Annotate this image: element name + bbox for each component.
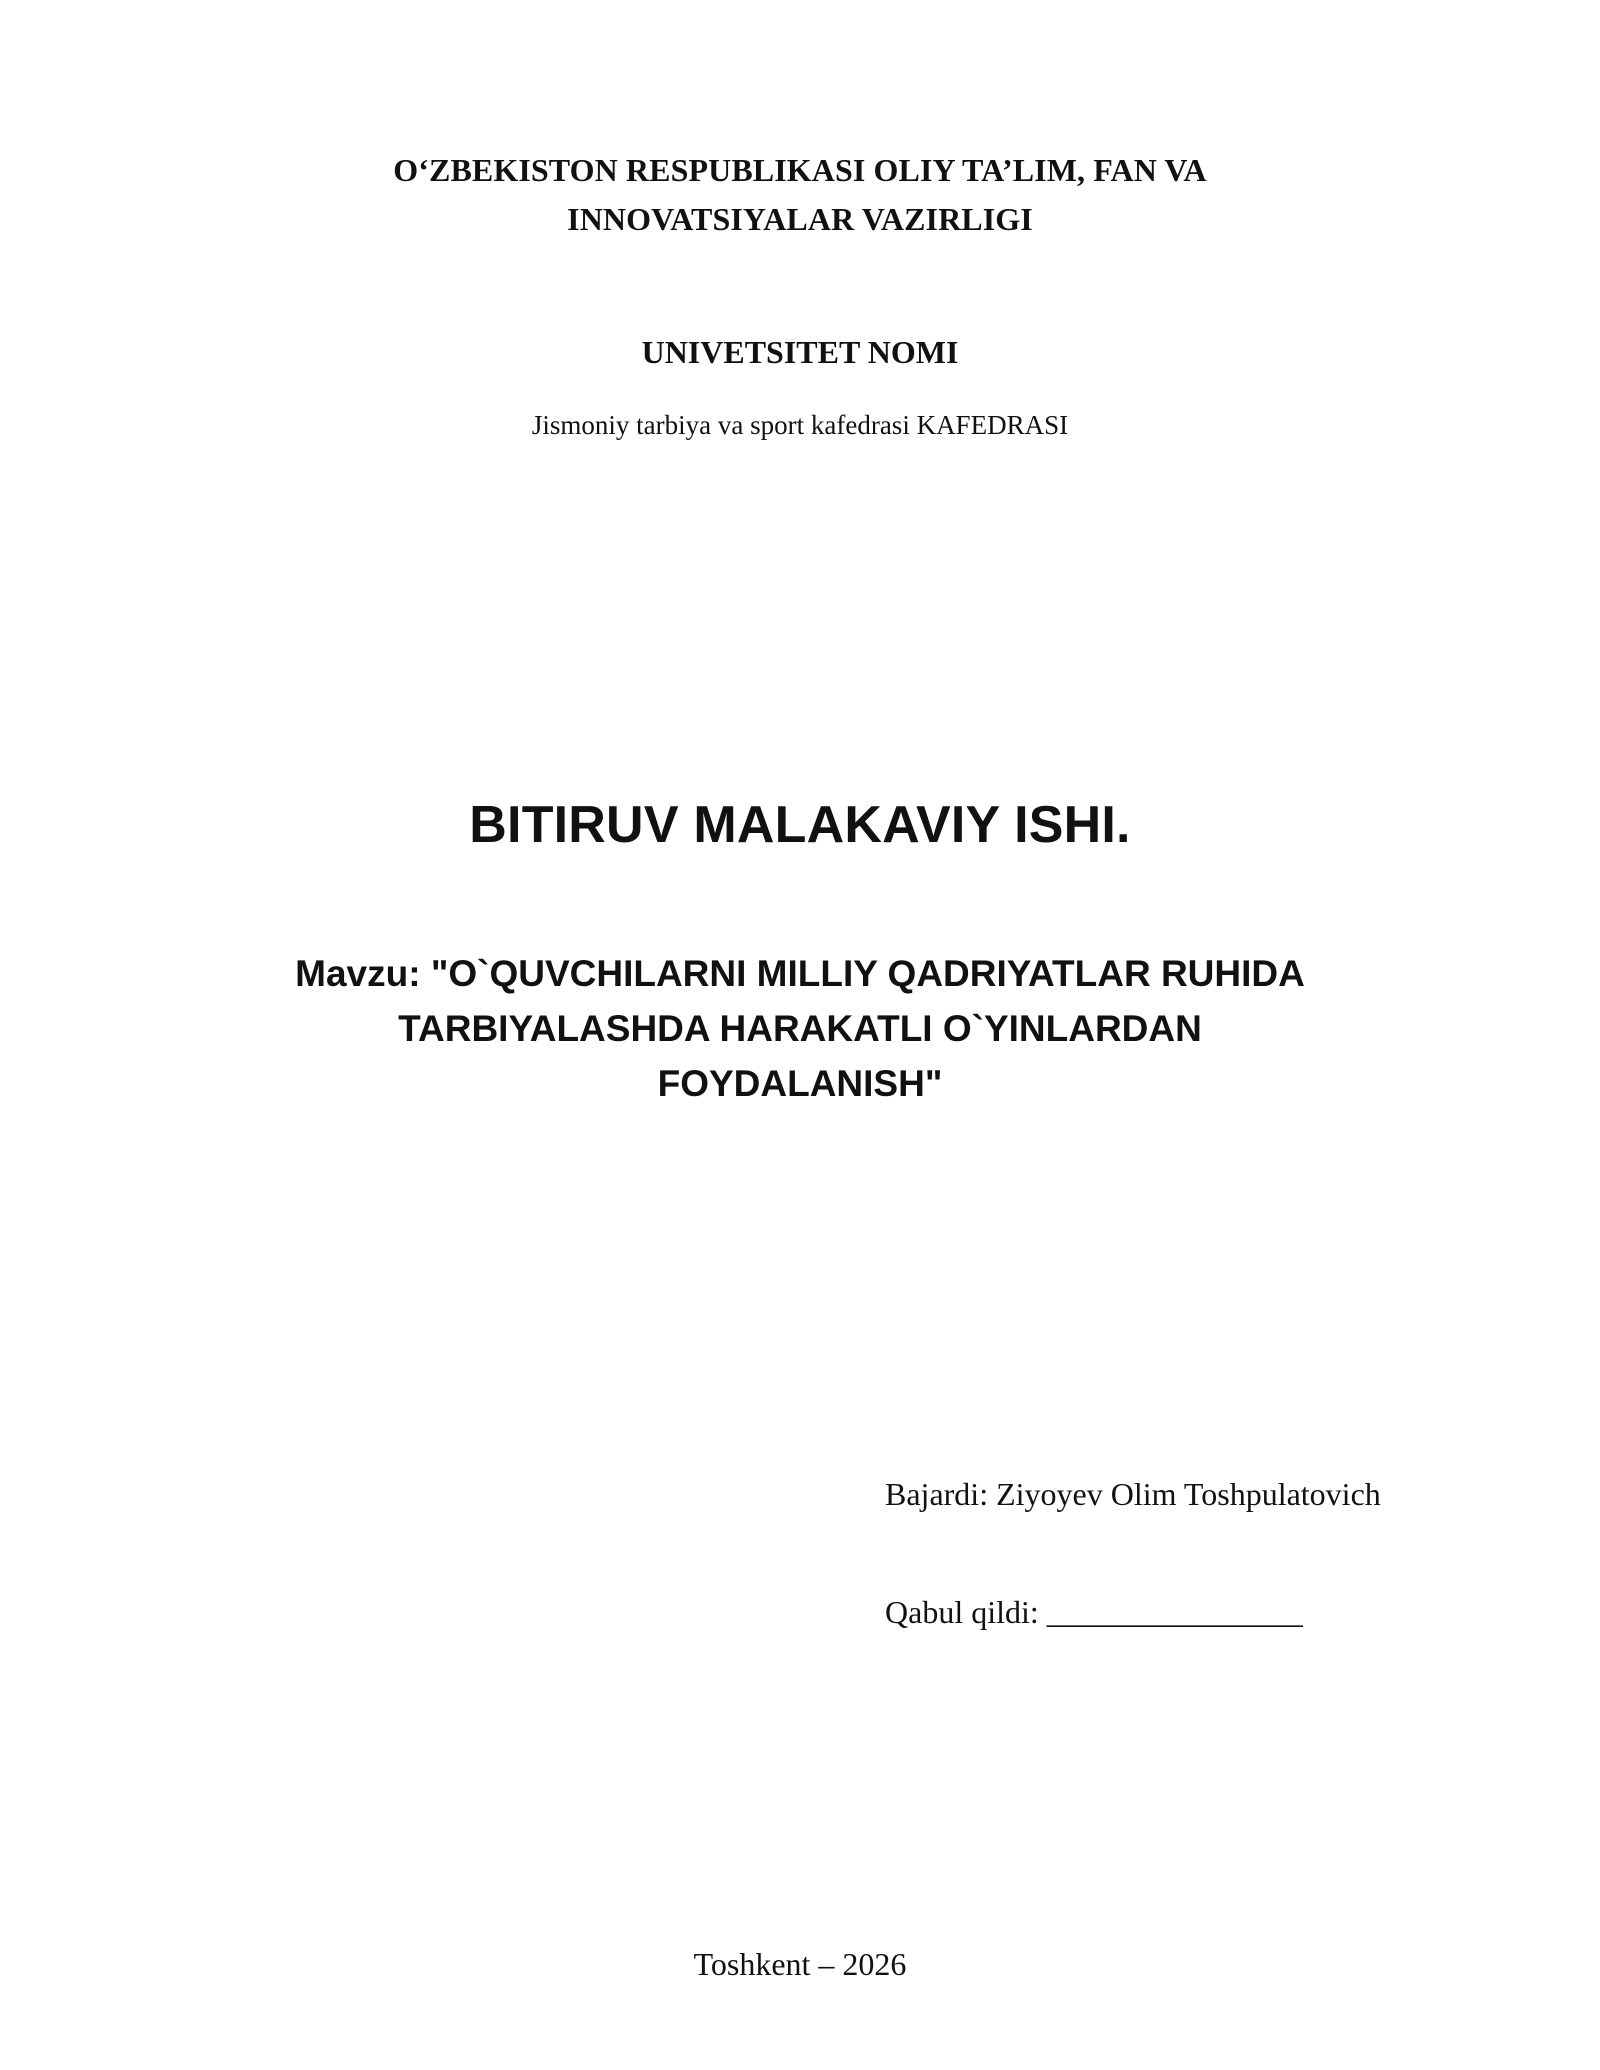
topic-line-3: FOYDALANISH" — [657, 1063, 943, 1104]
accepted-by-line: Qabul qildi: ________________ — [885, 1594, 1303, 1630]
department-name: Jismoniy tarbiya va sport kafedrasi KAFEDRASI — [531, 410, 1069, 440]
topic-line-2: TARBIYALASHDA HARAKATLI O`YINLARDAN — [398, 1008, 1202, 1049]
topic-line-1: Mavzu: "O`QUVCHILARNI MILLIY QADRIYATLAR RUHIDA — [295, 953, 1305, 994]
document-title: BITIRUV MALAKAVIY ISHI. — [469, 796, 1131, 854]
ministry-line-1: O‘ZBEKISTON RESPUBLIKASI OLIY TA’LIM, FAN VA — [393, 152, 1207, 188]
city-year: Toshkent – 2026 — [693, 1946, 907, 1982]
ministry-line-2: INNOVATSIYALAR VAZIRLIGI — [567, 201, 1033, 237]
completed-by-line: Bajardi: Ziyoyev Olim Toshpulatovich — [885, 1476, 1381, 1512]
ministry-heading — [0, 146, 1600, 244]
thesis-topic — [0, 946, 1600, 1111]
university-name: UNIVETSITET NOMI — [641, 334, 959, 370]
